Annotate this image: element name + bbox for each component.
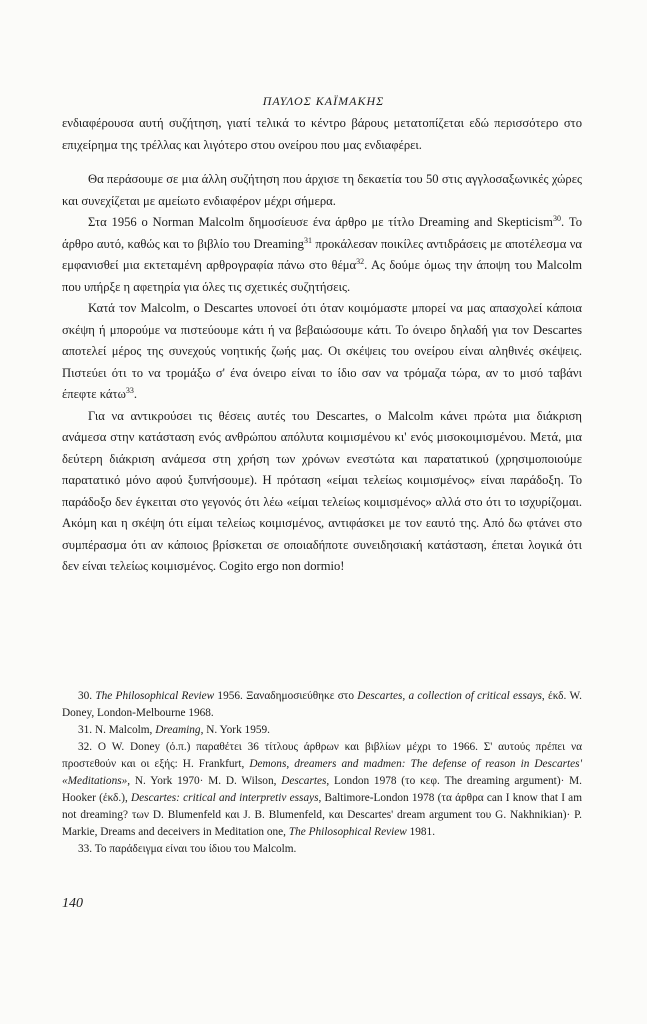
footnote-31 xyxy=(62,722,582,739)
footnote-32-start: 32. Ο W. Doney (ό.π.) παραθέτει 36 τίτλους άρθρων και βιβλίων μέχρι το 1966. Σ' αυτούς πρέπει να προστεθούν και οι εξής: H. Frankfurt, xyxy=(62,741,582,770)
footnote-32 xyxy=(62,739,582,841)
footnote-31-start: 31. N. Malcolm, xyxy=(78,724,156,736)
footnote-30-number: 30. xyxy=(78,690,96,702)
running-header: ΠΑΥΛΟΣ ΚΑΪΜΑΚΗΣ xyxy=(262,94,385,108)
paragraph-5: Για να αντικρούσει τις θέσεις αυτές του Descartes, ο Malcolm κάνει πρώτα μια διάκριση ανάμεσα στην κατάσταση ενός ανθρώπου απόλυτα κοιμισμένου κι' ενός μισοκοιμισμένου. Μετά, μια δεύτερη διάκριση ανάμεσα στη χρήση των χρόνων ενεστώτα και παρατατικού (χρησιμοποιούμε παρατατικό μόνο αφού ξυπνήσουμε). Η πρόταση «είμαι τελείως κοιμισμένος» είναι παράδοξη. Το παράδοξο δεν έγκειται στο γεγονός ότι λέω «είμαι τελείως κοιμισμένος» αλλά στο ότι το ισχυρίζομαι. Ακόμη και η σκέψη ότι είμαι τελείως κοιμισμένος, αντιφάσκει με τον εαυτό της. Από δω φτάνει στο συμπέρασμα ότι αν κάποιος βρίσκεται σε οποιαδήποτε συνειδησιακή κατάσταση, έπεται λογικά ότι δεν είναι τελείως κοιμισμένος. Cogito ergo non dormio! xyxy=(62,408,582,573)
footnote-ref-30[interactable]: 30 xyxy=(552,213,561,223)
footnote-ref-31[interactable]: 31 xyxy=(303,235,312,245)
paragraph-3-part-b: . Το άρθρο αυτό, καθώς και το βιβλίο του Dreaming xyxy=(62,215,582,251)
page-number: 140 xyxy=(62,896,83,911)
paragraph-4-part-b: . xyxy=(133,387,138,401)
footnote-ref-33[interactable]: 33 xyxy=(125,385,134,395)
footnote-32-end: 1981. xyxy=(406,826,436,838)
footnotes xyxy=(62,688,582,858)
footnote-30-mid: 1956. Ξαναδημοσιεύθηκε στο xyxy=(214,690,358,702)
paragraph-4-part-a: Κατά τον Malcolm, ο Descartes υπονοεί ότι όταν κοιμόμαστε μπορεί να μας απασχολεί κάποια σκέψη ή μπορούμε να πιστεύουμε κάτι ή να βεβαιώσουμε κάτι. Το όνειρο δηλαδή για τον Descartes αποτελεί μέρος της συνεχούς νοητικής ζωής μας. Οι σκέψεις του ονείρου είναι αληθινές σκέψεις. Πιστεύει ότι το να τρομάξω σ' ένα όνειρο είναι το ίδιο σαν να τρόμαζα τώρα, αν το μισό ταβάνι έπεφτε κάτω xyxy=(62,301,582,401)
paragraph-4 xyxy=(62,298,582,406)
footnote-32-mid-2: , London 1978 (το κεφ. The dreaming argument)· M. Hooker (έκδ.), xyxy=(62,775,582,804)
paragraph-3-part-c: προκάλεσαν ποικίλες αντιδράσεις με αποτέλεσμα να εμφανισθεί μια εκτεταμένη αρθρογραφία πάνω στο θέμα xyxy=(62,236,582,272)
footnote-30-journal: The Philosophical Review xyxy=(95,690,215,702)
footnote-32-book-2: Descartes xyxy=(281,775,327,787)
footnote-32-mid-3: , Baltimore-London 1978 (τα άρθρα can I know that I am not dreaming? των D. Blumenfeld και J. B. Blumenfeld, και Descartes' dream argument του G. Nakhnikian)· P. Markie, Dreams and deceivers in Meditation one, xyxy=(62,792,582,838)
paragraph-3-part-d: . Ας δούμε όμως την άποψη του Malcolm που υπήρξε η αφετηρία για όλες τις σχετικές συζητήσεις. xyxy=(62,258,582,294)
footnote-30 xyxy=(62,688,582,722)
footnote-32-book-3: Descartes: critical and interpretiv essays xyxy=(131,792,319,804)
footnote-32-book-1: Demons, dreamers and madmen: The defense of reason in Descartes' «Meditations» xyxy=(62,758,582,787)
footnote-32-mid-1: , N. York 1970· M. D. Wilson, xyxy=(127,775,282,787)
paragraph-3 xyxy=(62,212,582,298)
main-text xyxy=(62,113,582,578)
footnote-32-journal: The Philosophical Review xyxy=(288,826,407,838)
footnote-33: 33. Το παράδειγμα είναι του ίδιου του Malcolm. xyxy=(78,843,297,855)
footnote-30-end: , έκδ. W. Doney, London-Melbourne 1968. xyxy=(62,690,582,719)
footnote-ref-32[interactable]: 32 xyxy=(356,256,365,266)
footnote-31-book: Dreaming xyxy=(155,724,201,736)
footnote-31-end: , N. York 1959. xyxy=(200,724,270,736)
footnote-30-book: Descartes, a collection of critical essays xyxy=(357,690,542,702)
paragraph-3-part-a: Στα 1956 ο Norman Malcolm δημοσίευσε ένα άρθρο με τίτλο Dreaming and Skepticism xyxy=(88,215,553,229)
paragraph-1: ενδιαφέρουσα αυτή συζήτηση, γιατί τελικά το κέντρο βάρους μετατοπίζεται εδώ περισσότερο στο επιχείρημα της τρέλλας και λιγότερο στου ονείρου που μας ενδιαφέρει. xyxy=(62,116,582,152)
paragraph-2: Θα περάσουμε σε μια άλλη συζήτηση που άρχισε τη δεκαετία του 50 στις αγγλοσαξωνικές χώρες και συνεχίζεται με αμείωτο ενδιαφέρον μέχρι σήμερα. xyxy=(62,172,582,208)
